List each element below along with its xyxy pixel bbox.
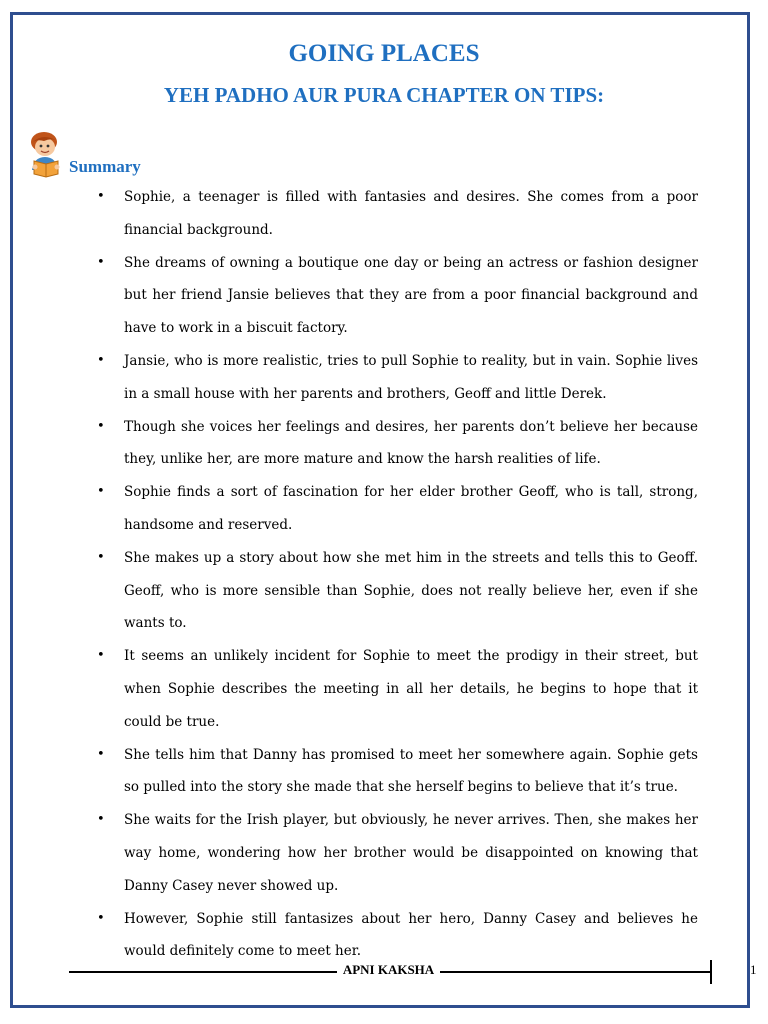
list-item: [96, 476, 698, 542]
page-subtitle: YEH PADHO AUR PURA CHAPTER ON TIPS:: [163, 83, 605, 107]
list-item-text: However, Sophie still fantasizes about her hero, Danny Casey and believes he would definitely come to meet her.: [124, 910, 698, 960]
list-item: [96, 345, 698, 411]
list-item: [96, 804, 698, 902]
list-item: [96, 739, 698, 805]
list-item-text: Sophie finds a sort of fascination for her elder brother Geoff, who is tall, strong, handsome and reserved.: [124, 484, 698, 533]
list-item-text: Jansie, who is more realistic, tries to pull Sophie to reality, but in vain. Sophie lives in a small house with her parents and brothers, Geoff and little Derek.: [124, 352, 698, 402]
list-item: [96, 903, 698, 969]
list-item: [96, 542, 698, 640]
list-item-text: She waits for the Irish player, but obviously, he never arrives. Then, she makes her way home, wondering how her brother would be disappointed on knowing that Danny Casey never showed up.: [124, 812, 698, 894]
page-number: 1: [750, 962, 757, 977]
summary-heading: Summary: [69, 157, 141, 176]
footer-rule-left: [69, 971, 337, 973]
list-item-text: She dreams of owning a boutique one day or being an actress or fashion designer but her friend Jansie believes that they are from a poor financial background and have to work in a biscuit factory.: [124, 254, 698, 337]
list-item-text: Sophie, a teenager is filled with fantasies and desires. She comes from a poor financial background.: [124, 189, 698, 238]
footer-rule-end-tick: [710, 960, 712, 984]
list-item-text: Though she voices her feelings and desires, her parents don’t believe her because they, unlike her, are more mature and know the harsh realities of life.: [124, 418, 698, 468]
footer-rule-right: [440, 971, 712, 973]
list-item: [96, 181, 698, 247]
footer-label: APNI KAKSHA: [342, 962, 435, 977]
page-title: GOING PLACES: [288, 40, 480, 67]
list-item: [96, 640, 698, 738]
list-item-text: She tells him that Danny has promised to meet her somewhere again. Sophie gets so pulled into the story she made that she herself begins to believe that it’s true.: [124, 746, 698, 796]
boy-reading-book-icon: [24, 130, 68, 178]
list-item-text: It seems an unlikely incident for Sophie to meet the prodigy in their street, but when Sophie describes the meeting in all her details, he begins to hope that it could be true.: [124, 648, 698, 730]
list-item: [96, 411, 698, 477]
list-item-text: She makes up a story about how she met him in the streets and tells this to Geoff. Geoff, who is more sensible than Sophie, does not really believe her, even if she wants to.: [124, 549, 698, 632]
list-item: [96, 247, 698, 345]
summary-list: [96, 181, 698, 968]
